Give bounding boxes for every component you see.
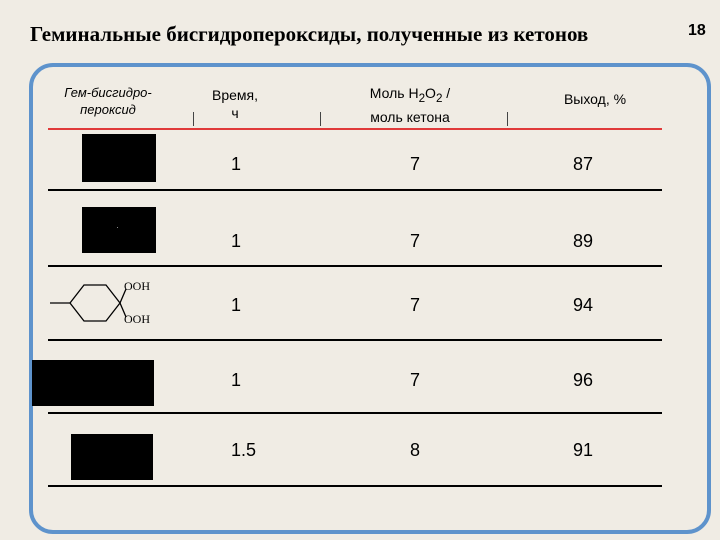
header-time-line1: Время, — [211, 87, 258, 103]
time-cell: 1 — [231, 231, 242, 251]
compound-structure-image — [82, 134, 156, 182]
compound-structure-image — [32, 360, 154, 406]
header-moles-line2: моль кетона — [370, 108, 450, 125]
row-divider — [48, 339, 662, 341]
slide-title: Геминальные бисгидропероксиды, полученные из кетонов — [30, 22, 589, 46]
row-divider — [48, 189, 662, 191]
column-divider — [193, 112, 194, 126]
compound-structure-image — [82, 207, 156, 253]
header-compound-line1: Гем-бисгидро- — [64, 85, 152, 100]
yield-cell: 89 — [573, 231, 594, 251]
moles-cell: 7 — [410, 370, 421, 390]
moles-cell: 7 — [410, 154, 421, 174]
moles-prefix: Моль Н — [369, 85, 419, 101]
row-divider — [48, 485, 662, 487]
moles-suffix: / — [442, 85, 451, 101]
cyclohexane-structure-svg — [50, 276, 170, 330]
time-cell: 1 — [231, 154, 242, 174]
structure-label-top: OOH — [124, 279, 150, 293]
header-yield: Выход, % — [563, 91, 627, 107]
structure-label-bottom: OOH — [124, 312, 150, 326]
yield-cell: 91 — [573, 440, 594, 460]
time-cell: 1 — [231, 370, 242, 390]
moles-cell: 7 — [410, 295, 421, 315]
column-divider — [507, 112, 508, 126]
yield-cell: 87 — [573, 154, 594, 174]
header-time — [195, 86, 275, 122]
compound-structure-image — [71, 434, 153, 480]
image-artifact — [117, 227, 118, 228]
header-moles — [340, 84, 480, 126]
column-divider — [320, 112, 321, 126]
yield-cell: 94 — [573, 295, 594, 315]
header-compound-line2: пероксид — [80, 102, 136, 117]
header-moles-line1 — [340, 84, 480, 108]
yield-cell: 96 — [573, 370, 594, 390]
header-rule — [48, 128, 662, 130]
compound-structure-drawing — [50, 276, 170, 330]
moles-mid: О — [425, 85, 436, 101]
time-cell: 1 — [231, 295, 242, 315]
slide-number: 18 — [688, 22, 706, 39]
row-divider — [48, 412, 662, 414]
header-compound — [54, 84, 162, 118]
time-cell: 1.5 — [231, 440, 257, 460]
moles-cell: 8 — [410, 440, 421, 460]
moles-cell: 7 — [410, 231, 421, 251]
header-time-line2: ч — [231, 105, 239, 121]
moles-sub1: 2 — [418, 91, 426, 105]
moles-sub2: 2 — [435, 91, 443, 105]
row-divider — [48, 265, 662, 267]
